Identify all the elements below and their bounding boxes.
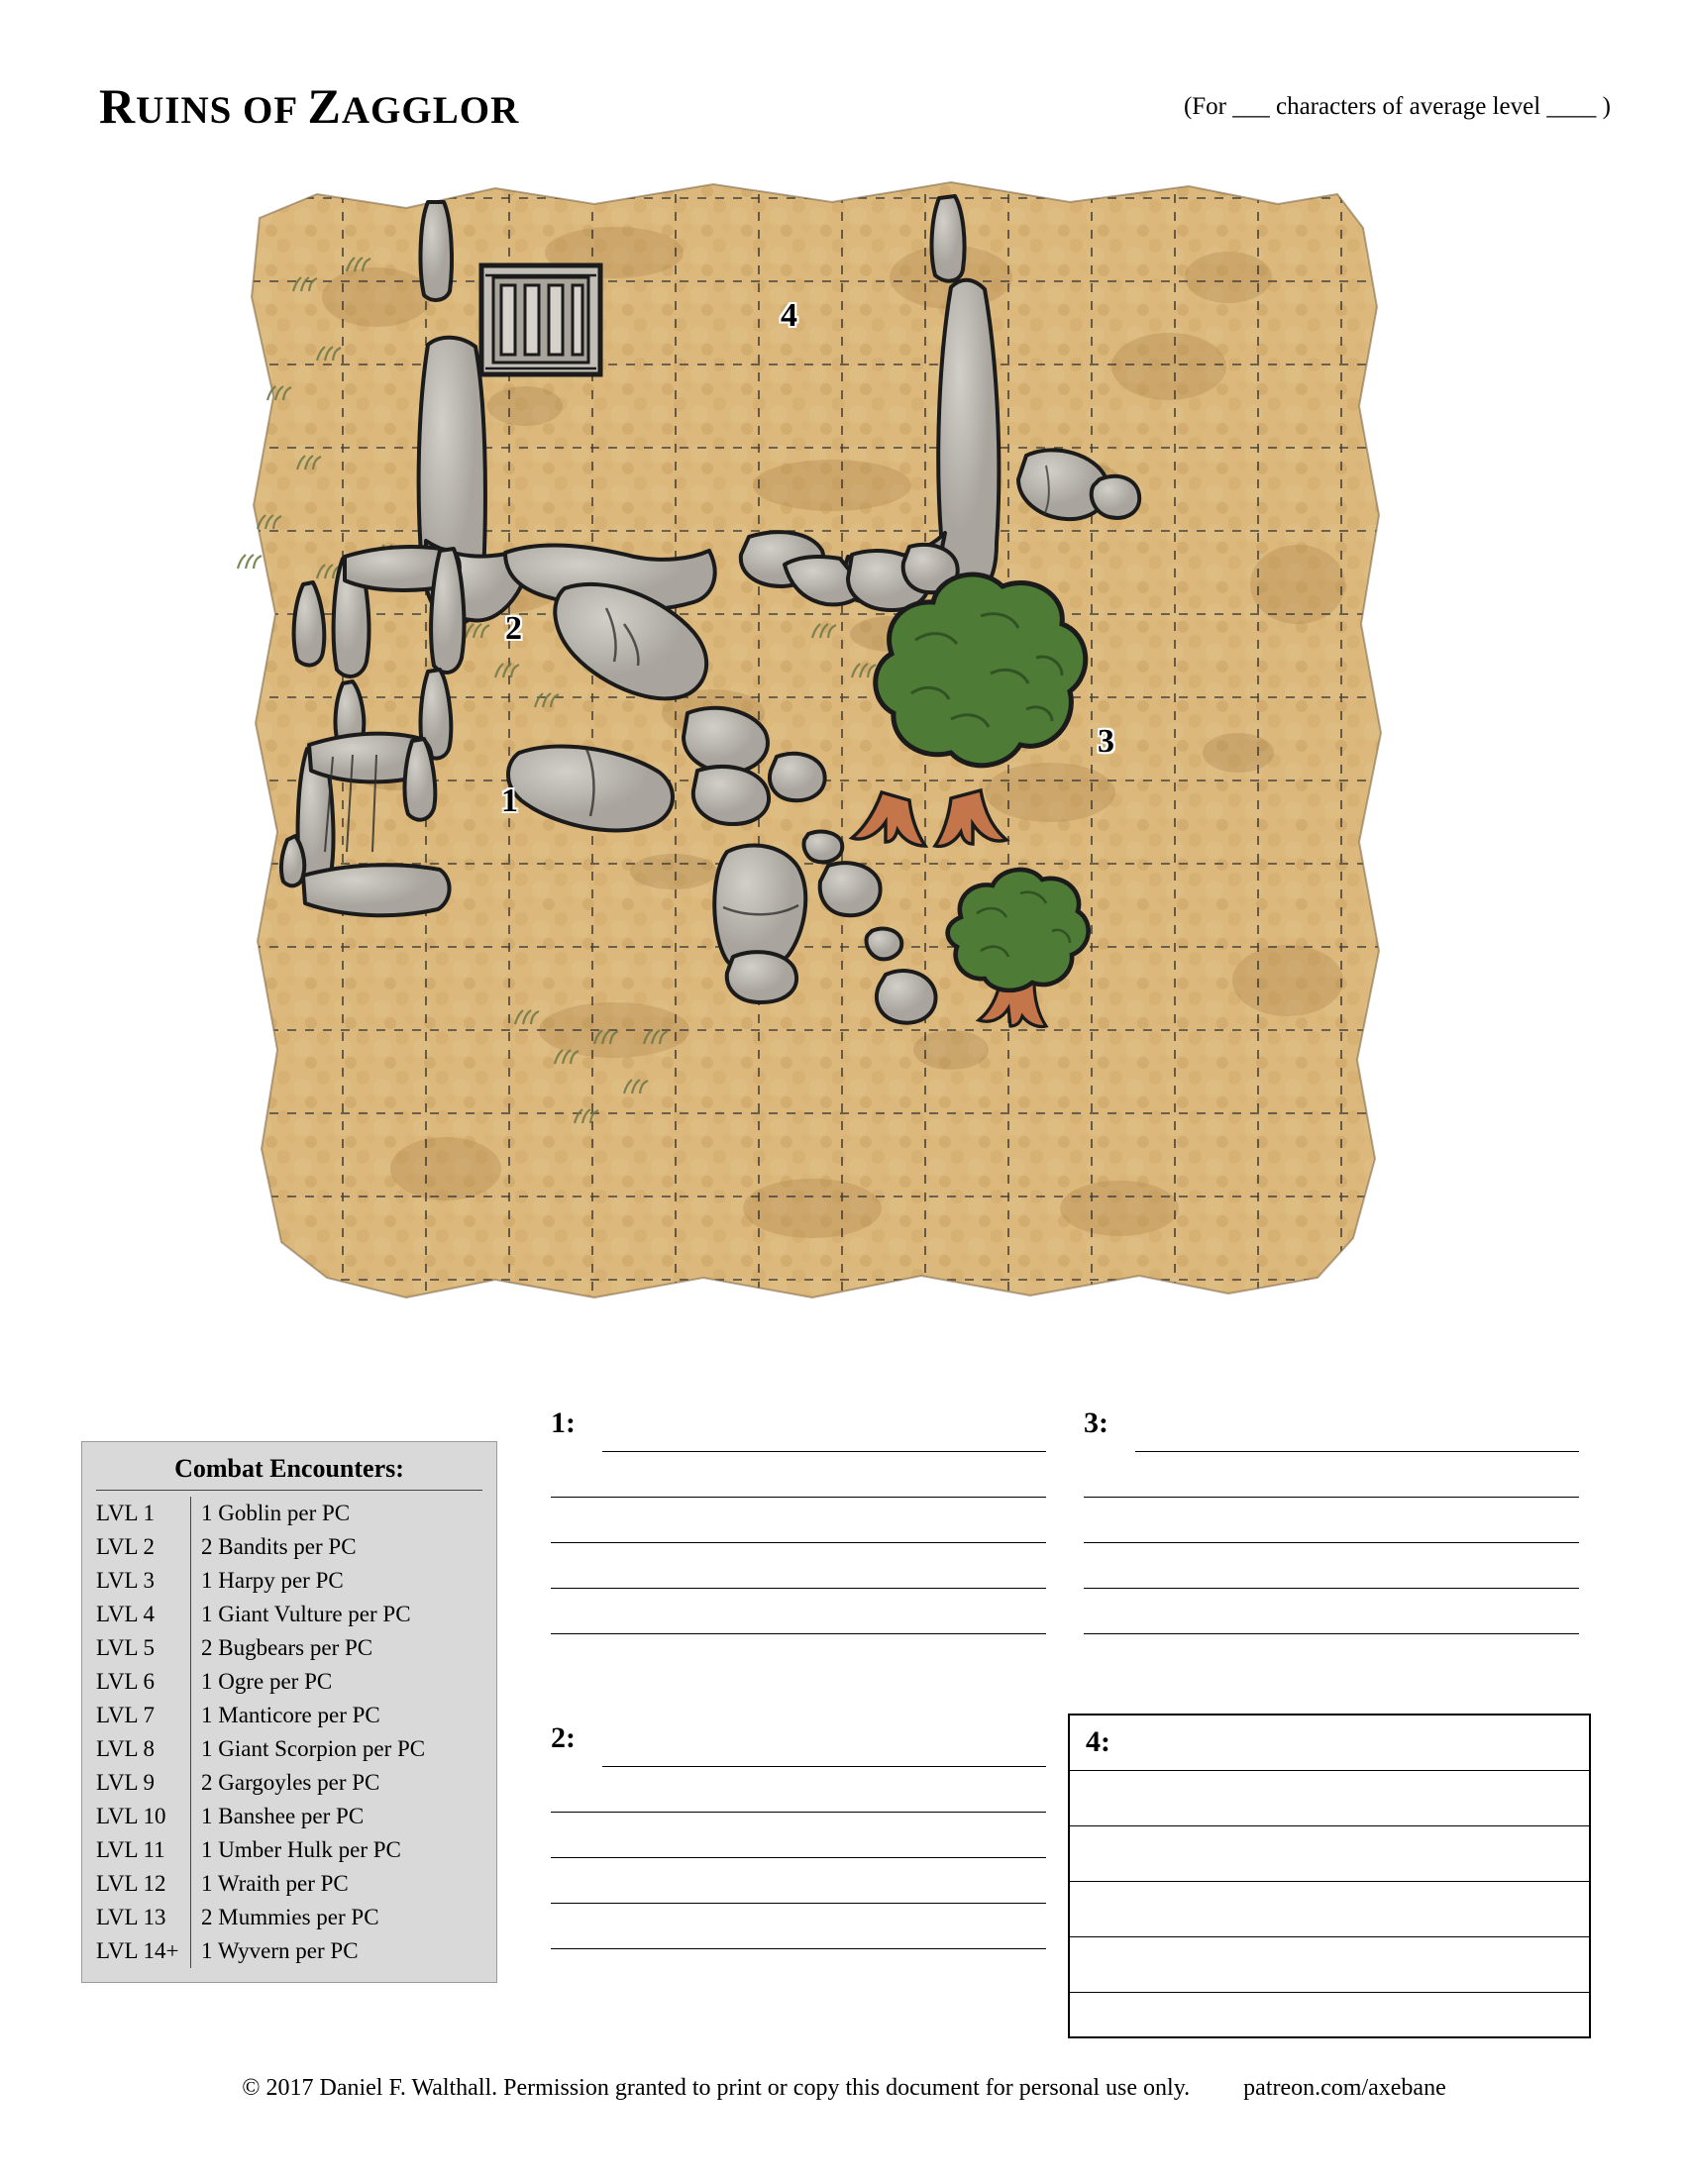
table-row	[82, 1564, 496, 1598]
notes-label-3: 3:	[1084, 1406, 1108, 1439]
page-header	[0, 77, 1688, 147]
encounter-level: LVL 7	[96, 1699, 191, 1732]
encounter-level: LVL 4	[96, 1598, 191, 1631]
table-row	[82, 1833, 496, 1867]
note-line[interactable]	[1070, 1826, 1589, 1882]
table-row	[82, 1665, 496, 1699]
encounter-desc: 2 Bugbears per PC	[201, 1635, 373, 1660]
note-line[interactable]	[551, 1858, 1046, 1904]
encounter-desc: 1 Giant Scorpion per PC	[201, 1736, 426, 1761]
note-line[interactable]	[1135, 1406, 1579, 1452]
room-number-1: 1	[501, 782, 518, 819]
note-line[interactable]	[551, 1589, 1046, 1634]
room-4-structure	[481, 265, 600, 374]
notes-area-4[interactable]	[1068, 1714, 1591, 2038]
notes-area-2[interactable]	[551, 1721, 1046, 1969]
table-row	[82, 1934, 496, 1968]
notes-label-4: 4:	[1086, 1725, 1110, 1758]
note-line[interactable]	[1084, 1543, 1579, 1589]
room-number-4: 4	[781, 297, 797, 334]
encounter-desc: 1 Goblin per PC	[201, 1501, 351, 1525]
encounter-desc: 1 Harpy per PC	[201, 1568, 344, 1593]
encounter-level: LVL 6	[96, 1665, 191, 1699]
note-line[interactable]	[1070, 1716, 1589, 1771]
note-line[interactable]	[1084, 1452, 1579, 1498]
note-line[interactable]	[1070, 1993, 1589, 2036]
note-line[interactable]	[1070, 1937, 1589, 1993]
table-row	[82, 1699, 496, 1732]
patreon-link[interactable]: patreon.com/axebane	[1243, 2075, 1446, 2101]
note-line[interactable]	[602, 1406, 1046, 1452]
note-line[interactable]	[551, 1498, 1046, 1543]
encounter-level: LVL 5	[96, 1631, 191, 1665]
encounter-desc: 1 Wyvern per PC	[201, 1938, 359, 1963]
combat-encounters-table	[81, 1441, 497, 1983]
encounter-level: LVL 11	[96, 1833, 191, 1867]
note-line[interactable]	[602, 1721, 1046, 1767]
page-title: RUINS OF ZAGGLOR	[99, 78, 520, 134]
copyright-text: © 2017 Daniel F. Walthall. Permission granted to print or copy this document for personal use only.	[242, 2075, 1191, 2101]
table-row	[82, 1497, 496, 1530]
table-row	[82, 1766, 496, 1800]
encounter-level: LVL 13	[96, 1901, 191, 1934]
notes-label-1: 1:	[551, 1406, 576, 1439]
note-line[interactable]	[551, 1813, 1046, 1858]
table-row	[82, 1732, 496, 1766]
table-row	[82, 1530, 496, 1564]
encounter-level: LVL 8	[96, 1732, 191, 1766]
encounter-desc: 1 Ogre per PC	[201, 1669, 333, 1694]
encounter-level: LVL 2	[96, 1530, 191, 1564]
encounter-level: LVL 1	[96, 1497, 191, 1530]
note-line[interactable]	[1084, 1498, 1579, 1543]
encounter-level: LVL 10	[96, 1800, 191, 1833]
encounter-desc: 2 Mummies per PC	[201, 1905, 379, 1929]
encounter-level: LVL 9	[96, 1766, 191, 1800]
notes-label-2: 2:	[551, 1721, 576, 1754]
table-row	[82, 1598, 496, 1631]
map-illustration	[198, 158, 1456, 1377]
encounter-desc: 1 Giant Vulture per PC	[201, 1602, 411, 1626]
table-row	[82, 1800, 496, 1833]
battle-map[interactable]	[198, 158, 1456, 1377]
table-row	[82, 1631, 496, 1665]
notes-area-3[interactable]	[1084, 1406, 1579, 1654]
party-level-blank: (For ___ characters of average level ____ )	[1183, 93, 1611, 120]
note-line[interactable]	[1084, 1589, 1579, 1634]
encounter-level: LVL 3	[96, 1564, 191, 1598]
encounter-desc: 1 Manticore per PC	[201, 1703, 380, 1727]
table-row	[82, 1901, 496, 1934]
note-line[interactable]	[1070, 1771, 1589, 1826]
encounter-desc: 1 Wraith per PC	[201, 1871, 349, 1896]
encounters-title: Combat Encounters:	[96, 1448, 482, 1491]
encounter-desc: 2 Gargoyles per PC	[201, 1770, 380, 1795]
encounter-desc: 1 Banshee per PC	[201, 1804, 365, 1828]
room-number-2: 2	[505, 610, 522, 647]
notes-area-1[interactable]	[551, 1406, 1046, 1654]
note-line[interactable]	[1070, 1882, 1589, 1937]
encounter-desc: 1 Umber Hulk per PC	[201, 1837, 401, 1862]
room-number-3: 3	[1098, 723, 1114, 760]
table-row	[82, 1867, 496, 1901]
note-line[interactable]	[551, 1904, 1046, 1949]
page-footer	[0, 2075, 1688, 2102]
encounter-level: LVL 14+	[96, 1934, 191, 1968]
encounter-level: LVL 12	[96, 1867, 191, 1901]
note-line[interactable]	[551, 1452, 1046, 1498]
encounter-desc: 2 Bandits per PC	[201, 1534, 357, 1559]
note-line[interactable]	[551, 1543, 1046, 1589]
note-line[interactable]	[551, 1767, 1046, 1813]
